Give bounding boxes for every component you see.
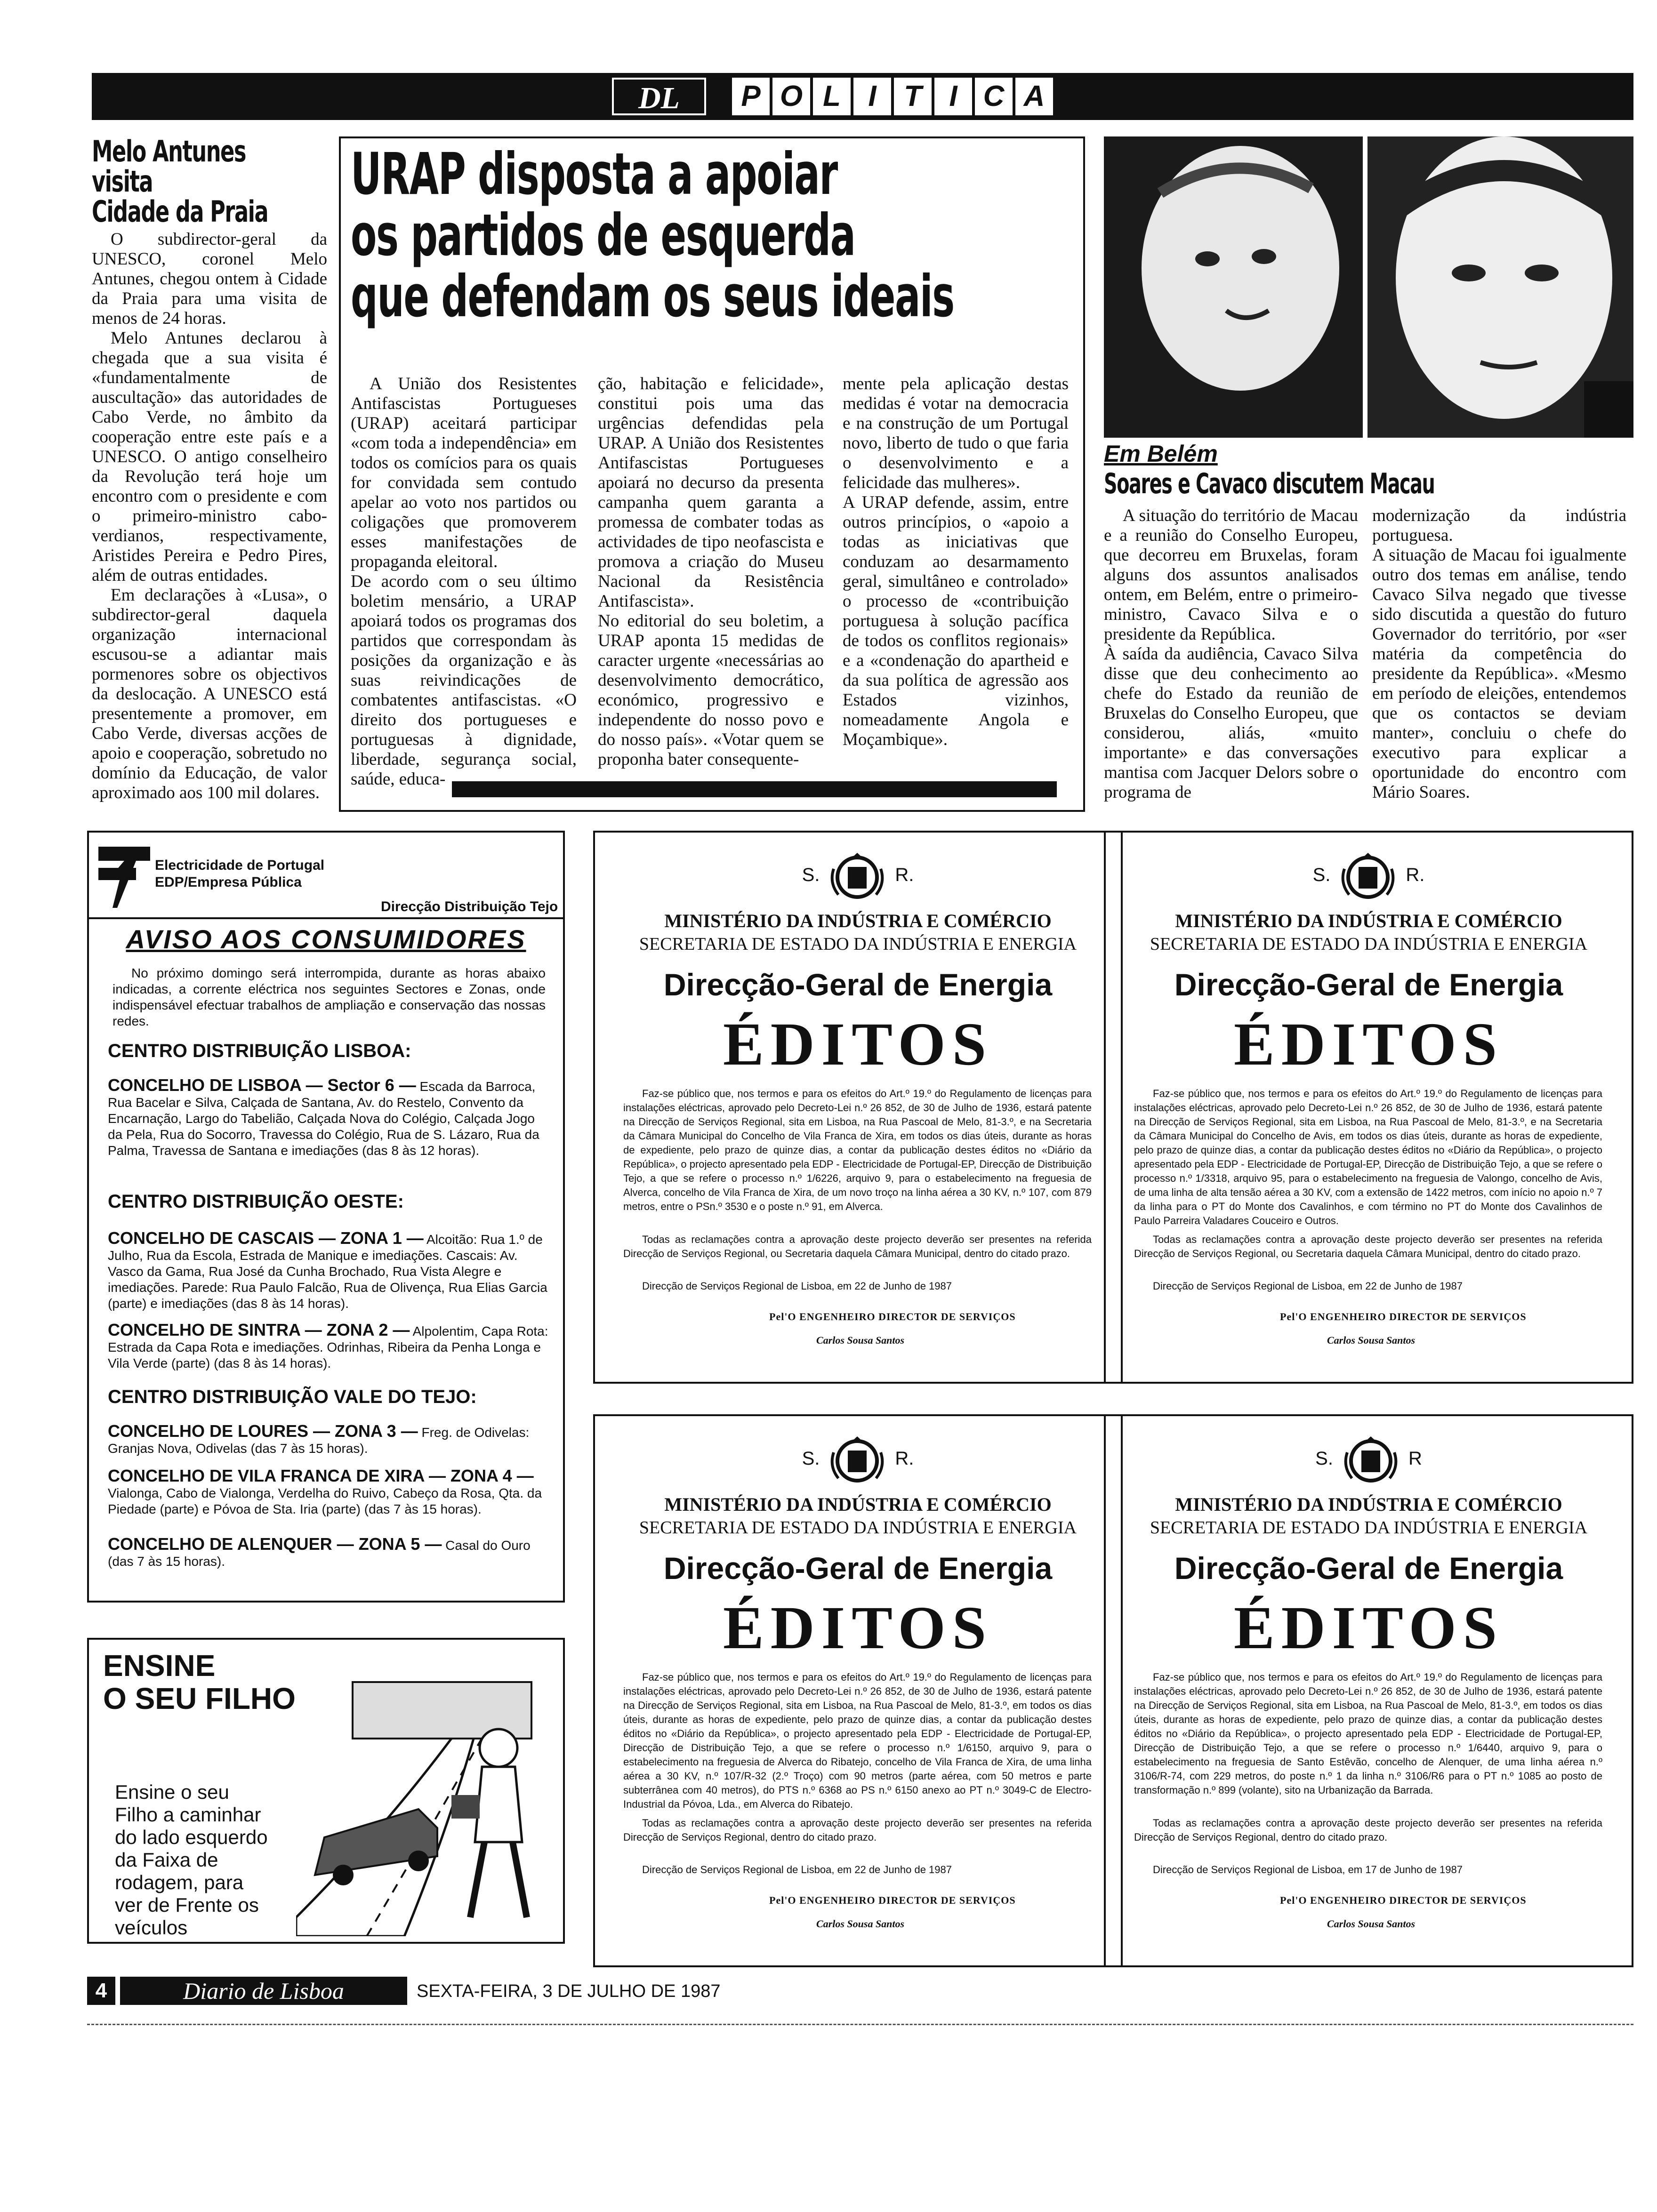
urap-column-1: A União dos Resistentes Antifascistas Portugueses (URAP) aceitará participar «com toda a independência» em todos os comícios para os quais for convidada sem contudo apelar ao voto nos partidos ou coligações que promoverem esses manifestações de propaganda eleitoral. De acordo com o seu último boletim mensário, a URAP apoiará todos os programas dos partidos que correspondam às posições da organização e às suas reivindicações de combatentes antifascistas. «O direito dos portugueses e portuguesas à dignidade, liberdade, segurança social, saúde, educa-: [351, 374, 577, 789]
editos-date: Direcção de Serviços Regional de Lisboa, em 22 de Junho de 1987: [1153, 1280, 1463, 1292]
directorate-name: Direcção-Geral de Energia: [1174, 967, 1563, 1002]
editos-date: Direcção de Serviços Regional de Lisboa, em 22 de Junho de 1987: [642, 1280, 952, 1292]
section-letter: P: [732, 78, 770, 115]
divider: [89, 917, 563, 919]
edp-item: [108, 1423, 550, 1457]
editos-claims: Todas as reclamações contra a aprovação deste projecto deverão ser presentes na referida Direcção de Serviços Regional, dentro do citado prazo.: [1134, 1817, 1602, 1843]
edp-item-text: Alcoitão: Rua 1.º de Julho, Rua da Escola, Estrada de Manique e imediações. Cascais: Av. Vasco da Gama, Rua José da Cunha Brochado, Rua Vista Alegre e imediações. Parede: Rua Paulo Falcão, Rua de Olivença, Rua Elias Garcia (parte) e imediações (das 8 às 14 horas).: [108, 1232, 547, 1311]
editos-signature-name: Carlos Sousa Santos: [816, 1918, 905, 1930]
edp-item-text: Vialonga, Cabo de Vialonga, Verdelha do Ruivo, Cabeço da Rosa, Qta. da Piedade (parte) e Póvoa de Sta. Iria (parte) (das 7 às 15 horas).: [108, 1486, 542, 1516]
sr-right: R.: [895, 1448, 914, 1469]
belem-kicker: Em Belém: [1104, 441, 1218, 467]
editos-claims: Todas as reclamações contra a aprovação deste projecto deverão ser presentes na referida Direcção de Serviços Regional, ou Secretaria daquela Câmara Municipal, dentro do citado prazo.: [1134, 1234, 1602, 1259]
secretaria-name: SECRETARIA DE ESTADO DA INDÚSTRIA E ENERGIA: [1150, 1518, 1588, 1538]
safety-ad-title: O SEU FILHO: [103, 1682, 296, 1715]
editos-date: Direcção de Serviços Regional de Lisboa, em 22 de Junho de 1987: [642, 1864, 952, 1875]
sr-header: [595, 1433, 1121, 1485]
article-paragraph: O subdirector-geral da UNESCO, coronel Melo Antunes, chegou ontem à Cidade da Praia para uma visita de menos de 24 horas.: [92, 230, 327, 328]
editos-notice: [593, 1414, 1123, 1967]
child-walking-illustration: [296, 1654, 560, 1936]
editos-notice: [1104, 831, 1633, 1384]
ministry-name: MINISTÉRIO DA INDÚSTRIA E COMÉRCIO: [1175, 1494, 1562, 1515]
secretaria-name: SECRETARIA DE ESTADO DA INDÚSTRIA E ENERGIA: [639, 1518, 1077, 1538]
section-letter: C: [975, 78, 1013, 115]
sr-header: [595, 849, 1121, 902]
edp-item: [108, 1468, 550, 1517]
edp-item-label: CONCELHO DE LISBOA — Sector 6 —: [108, 1075, 416, 1095]
edp-item-label: CONCELHO DE CASCAIS — ZONA 1 —: [108, 1228, 424, 1248]
article-title-line: Melo Antunes: [92, 134, 246, 168]
sr-right: R.: [1406, 865, 1425, 885]
editos-title: ÉDITOS: [1234, 1010, 1504, 1078]
edp-company-type: EDP/Empresa Pública: [155, 874, 302, 890]
editos-signature-title: Pel'O ENGENHEIRO DIRECTOR DE SERVIÇOS: [769, 1894, 1016, 1906]
urap-headline-line: URAP disposta a apoiar: [351, 141, 837, 208]
edp-item-text: Alpolentim, Capa Rota: Estrada da Capa Rota e imediações. Odrinhas, Ribeira da Penha Longa e Vila Verde (parte) (das 8 às 14 horas).: [108, 1324, 548, 1370]
safety-ad-title: ENSINE: [103, 1649, 216, 1683]
section-title: [732, 78, 1053, 115]
section-letter: L: [813, 78, 851, 115]
secretaria-name: SECRETARIA DE ESTADO DA INDÚSTRIA E ENERGIA: [1150, 934, 1588, 954]
editos-signature-title: Pel'O ENGENHEIRO DIRECTOR DE SERVIÇOS: [1280, 1894, 1527, 1906]
coat-of-arms-icon: [1340, 850, 1396, 902]
safety-ad-body: Ensine o seu Filho a caminhar do lado esquerdo da Faixa de rodagem, para ver de Frente os veículos: [115, 1781, 268, 1939]
editos-body: Faz-se público que, nos termos e para os efeitos do Art.º 19.º do Regulamento de licenças para instalações eléctricas, aprovado pelo Decreto-Lei n.º 26 852, de 30 de Julho de 1936, estará patente na Direcção de Serviços Regional, sita em Lisboa, na Rua Pascoal de Melo, 81-3.º, em todos os dias úteis, durante as horas de expediente, pelo prazo de quinze dias, a contar da publicação destes éditos no «Diário da República», o projecto apresentado pela EDP - Electricidade de Portugal-EP, Direcção de Distribuição Tejo, a que se refere o processo n.º 1/6440, arquivo 9, para o estabelecimento na freguesia de Santo Estêvão, concelho de Alenquer, de uma linha aérea n.º 3106/R-74, com 229 metros, do poste n.º 1 da linha n.º 3106/R6 para o PT n.º 1085 ao posto de transformação n.º 899 (volante), sito na Urbanização da Barrada.: [1134, 1671, 1602, 1796]
ministry-name: MINISTÉRIO DA INDÚSTRIA E COMÉRCIO: [1175, 910, 1562, 931]
urap-headline-line: que defendam os seus ideais: [351, 263, 954, 330]
edp-notice-title: AVISO AOS CONSUMIDORES: [126, 924, 526, 954]
paper-name: Diario de Lisboa: [120, 1977, 407, 2005]
article-paragraph: Em declarações à «Lusa», o subdirector-geral daquela organização internacional escusou-se a adiantar mais pormenores sobre os objectivos da deslocação. A UNESCO está presentemente a promover, em Cabo Verde, diversas acções de apoio e cooperação, sobretudo no domínio da Educação, de valor aproximado aos 100 mil dolares.: [92, 585, 327, 802]
edp-notice: [87, 831, 565, 1603]
editos-date: Direcção de Serviços Regional de Lisboa, em 17 de Junho de 1987: [1153, 1864, 1463, 1875]
edp-section-heading: CENTRO DISTRIBUIÇÃO VALE DO TEJO:: [108, 1387, 477, 1407]
edp-section-heading: CENTRO DISTRIBUIÇÃO LISBOA:: [108, 1041, 411, 1061]
edp-item-text: Casal do Ouro (das 7 às 15 horas).: [108, 1538, 531, 1569]
belem-article: [1104, 440, 1633, 500]
edp-item-label: CONCELHO DE ALENQUER — ZONA 5 —: [108, 1534, 442, 1554]
section-letter: O: [772, 78, 810, 115]
left-article: [92, 136, 327, 803]
sr-header: [1106, 1433, 1632, 1485]
article-title-line: Cidade da Praia: [92, 194, 268, 229]
editos-body: Faz-se público que, nos termos e para os efeitos do Art.º 19.º do Regulamento de licenças para instalações eléctricas, aprovado pelo Decreto-Lei n.º 26 852, de 30 de Julho de 1936, estará patente na Direcção de Serviços Regional, sita em Lisboa, na Rua Pascoal de Melo, 81-3.º, e na Secretaria da Câmara Municipal do Concelho de Vila Franca de Xira, em todos os dias úteis, durante as horas de expediente, pelo prazo de quinze dias, a contar da publicação destes éditos no «Diário da República», o projecto apresentado pela EDP - Electricidade de Portugal-EP, Direcção de Distribuição Tejo, a que se refere o processo n.º 1/6226, arquivo 9, para o estabelecimento na freguesia de Alverca, concelho de Vila Franca de Xira, de um novo troço na linha aérea a 30 KV, n.º 107, com 879 metros, entre o PSn.º 3530 e o poste n.º 91, em Alverca.: [623, 1088, 1092, 1212]
sr-left: S.: [802, 865, 820, 885]
belem-column-1: A situação do território de Macau e a reunião do Conselho Europeu, que decorreu em Bruxelas, foram alguns dos assuntos analisados ontem, em Belém, entre o primeiro-ministro, Cavaco Silva e o presidente da República. À saída da audiência, Cavaco Silva disse que deu conhecimento ao chefe do Estado da reunião de Bruxelas do Conselho Europeu, que considerou, aliás, «muito importante» e das conversações mantisa com Jacquer Delors sobre o programa de: [1104, 506, 1358, 802]
sr-header: [1106, 849, 1632, 902]
editos-claims: Todas as reclamações contra a aprovação deste projecto deverão ser presentes na referida Direcção de Serviços Regional, ou Secretaria daquela Câmara Municipal, dentro do citado prazo.: [623, 1234, 1092, 1259]
section-letter: T: [894, 78, 932, 115]
edp-item: [108, 1077, 550, 1159]
article-title-line: visita: [92, 164, 153, 199]
section-letter: A: [1015, 78, 1053, 115]
editos-signature-title: Pel'O ENGENHEIRO DIRECTOR DE SERVIÇOS: [769, 1311, 1016, 1322]
publication-date: SEXTA-FEIRA, 3 DE JULHO DE 1987: [417, 1981, 721, 2001]
directorate-name: Direcção-Geral de Energia: [663, 1551, 1053, 1586]
coat-of-arms-icon: [1343, 1434, 1399, 1485]
newspaper-logo: DL: [612, 78, 706, 115]
sr-left: S.: [802, 1448, 820, 1469]
edp-company-name: Electricidade de Portugal: [155, 858, 325, 873]
section-letter: I: [934, 78, 972, 115]
edp-item-label: CONCELHO DE LOURES — ZONA 3 —: [108, 1421, 418, 1441]
urap-column-3: mente pela aplicação destas medidas é votar na democracia e na construção de um Portugal novo, liberto de tudo o que faria o desenvolvimento e a felicidade das mulheres». A URAP defende, assim, entre outros princípios, o «apoio a todas as iniciativas que conduzam ao desarmamento geral, simultâneo e controlado» o processo de «contribuição portuguesa à solução pacífica de todos os conflitos regionais» e a «condenação do apartheid e da sua política de agressão aos Estados vizinhos, nomeadamente Angola e Moçambique».: [843, 374, 1069, 749]
editos-body: Faz-se público que, nos termos e para os efeitos do Art.º 19.º do Regulamento de licenças para instalações eléctricas, aprovado pelo Decreto-Lei n.º 26 852, de 30 de Julho de 1936, estará patente na Direcção de Serviços Regional, sita em Lisboa, na Rua Pascoal de Melo, 81-3.º, e na Secretaria da Câmara Municipal do Concelho de Avis, em todos os dias úteis, durante as horas de expediente, pelo prazo de quinze dias, a contar da publicação destes éditos no «Diário da República», o projecto apresentado pela EDP - Electricidade de Portugal-EP, Direcção de Distribuição Tejo, a que se refere o processo n.º 1/3318, arquivo 95, para o estabelecimento na freguesia de Valongo, concelho de Avis, de uma linha de alta tensão aérea a 30 KV, com a extensão de 1422 metros, com início no apoio n.º 7 da linha para o PT do Monte dos Cavalinhos, e com término no PT do Monte dos Cavalinhos de Paulo Parreira Valadares Couceiro e Outros.: [1134, 1088, 1602, 1226]
editos-signature-name: Carlos Sousa Santos: [816, 1334, 905, 1346]
edp-section-heading: CENTRO DISTRIBUIÇÃO OESTE:: [108, 1191, 404, 1212]
section-letter: I: [853, 78, 891, 115]
editos-signature-name: Carlos Sousa Santos: [1327, 1918, 1416, 1930]
page-number: 4: [87, 1977, 115, 2005]
sr-left: S.: [1312, 865, 1331, 885]
sr-right: R: [1408, 1448, 1422, 1469]
urap-headline: [351, 141, 1076, 330]
sr-right: R.: [895, 865, 914, 885]
editos-signature-name: Carlos Sousa Santos: [1327, 1334, 1416, 1346]
editos-signature-title: Pel'O ENGENHEIRO DIRECTOR DE SERVIÇOS: [1280, 1311, 1527, 1322]
edp-item-text: Freg. de Odivelas: Granjas Nova, Odivelas (das 7 às 15 horas).: [108, 1425, 530, 1456]
directorate-name: Direcção-Geral de Energia: [663, 967, 1053, 1002]
urap-headline-line: os partidos de esquerda: [351, 202, 855, 269]
editos-title: ÉDITOS: [1234, 1594, 1504, 1662]
portrait-photos: [1104, 136, 1633, 438]
edp-division: Direcção Distribuição Tejo: [381, 899, 558, 914]
belem-headline: Soares e Cavaco discutem Macau: [1104, 467, 1435, 500]
secretaria-name: SECRETARIA DE ESTADO DA INDÚSTRIA E ENERGIA: [639, 934, 1077, 954]
edp-intro: No próximo domingo será interrompida, durante as horas abaixo indicadas, a corrente eléctrica nos seguintes Sectores e Zonas, onde indispensável efectuar trabalhos de ampliação e conservação das nossas redes.: [113, 966, 546, 1028]
edp-item: [108, 1322, 550, 1371]
article-bottom-rule: [452, 781, 1057, 797]
edp-item: [108, 1230, 550, 1312]
editos-title: ÉDITOS: [723, 1594, 993, 1662]
article-paragraph: Melo Antunes declarou à chegada que a sua visita é «fundamentalmente de auscultação» das autoridades de Cabo Verde, no âmbito da cooperação entre este país e a UNESCO. O antigo conselheiro da Revolução terá hoje um encontro com o presidente e com o primeiro-ministro cabo-verdianos, respectivamente, Aristides Pereira e Pedro Pires, além de outras entidades.: [92, 329, 327, 585]
urap-column-2: ção, habitação e felicidade», constitui pois uma das urgências defendidas pela URAP. A União dos Resistentes Antifascistas Portugueses apoiará no decurso da presenta campanha quem garanta a promessa de combater todas as actividades de tipo neofascista e promova a criação do Museu Nacional da Resistência Antifascista». No editorial do seu boletim, a URAP aponta 15 medidas de caracter urgente «necessárias ao desenvolvimento democrático, económico, progressivo e independente do nosso povo e do nosso país». «Votar quem se proponha bater consequente-: [598, 374, 824, 769]
editos-claims: Todas as reclamações contra a aprovação deste projecto deverão ser presentes na referida Direcção de Serviços Regional, dentro do citado prazo.: [623, 1817, 1092, 1843]
edp-item-text: Escada da Barroca, Rua Bacelar e Silva, Calçada de Santana, Av. do Restelo, Convento da Encarnação, Largo do Tabelião, Calçada Nova do Colégio, Calçada Jogo da Pela, Rua do Socorro, Travessa do Colégio, Rua de S. Lázaro, Rua da Palma, Travessa de Santana e imediações (das 8 às 12 horas).: [108, 1079, 539, 1158]
directorate-name: Direcção-Geral de Energia: [1174, 1551, 1563, 1586]
editos-notice: [1104, 1414, 1633, 1967]
editos-notice: [593, 831, 1123, 1384]
edp-logo-icon: [98, 847, 150, 908]
edp-item-label: CONCELHO DE VILA FRANCA DE XIRA — ZONA 4 —: [108, 1466, 534, 1485]
edp-item: [108, 1536, 550, 1570]
ministry-name: MINISTÉRIO DA INDÚSTRIA E COMÉRCIO: [664, 1494, 1052, 1515]
safety-ad: [87, 1638, 565, 1944]
belem-column-2: modernização da indústria portuguesa. A situação de Macau foi igualmente outro dos temas em análise, tendo Cavaco Silva negado que tivesse sido discutida a questão do futuro Governador do território, por «ser matéria da competência do presidente da República». «Mesmo em período de eleições, entendemos que os contactos se deviam manter», concluiu o chefe do executivo para explicar a oportunidade do encontro com Mário Soares.: [1372, 506, 1626, 802]
sr-left: S.: [1315, 1448, 1333, 1469]
edp-item-label: CONCELHO DE SINTRA — ZONA 2 —: [108, 1320, 410, 1339]
page-edge-rule: [87, 2024, 1633, 2025]
coat-of-arms-icon: [829, 850, 885, 902]
coat-of-arms-icon: [829, 1434, 885, 1485]
editos-body: Faz-se público que, nos termos e para os efeitos do Art.º 19.º do Regulamento de licenças para instalações eléctricas, aprovado pelo Decreto-Lei n.º 26 852, de 30 de Julho de 1936, estará patente na Direcção de Serviços Regional, sita em Lisboa, na Rua Pascoal de Melo, 81-3.º, em todos os dias úteis, durante as horas de expediente, pelo prazo de quinze dias, a contar da publicação destes éditos no «Diário da República», o projecto apresentado pela EDP - Electricidade de Portugal-EP, Direcção de Distribuição Tejo, a que se refere o processo n.º 1/6150, arquivo 9, para o estabelecimento na freguesia de Alverca do Ribatejo, concelho de Vila Franca de Xira, de uma linha aérea a 30 KV, n.º 107/R-32 (2.º Troço) com 90 metros (parte aérea, com 50 metros e parte subterrânea com 40 metros), do PTS n.º 6368 ao PS n.º 6150 anexo ao PT n.º 3049-C de Electro-Industrial da Póvoa, Lda., em Alverca do Ribatejo.: [623, 1671, 1092, 1810]
editos-title: ÉDITOS: [723, 1010, 993, 1078]
ministry-name: MINISTÉRIO DA INDÚSTRIA E COMÉRCIO: [664, 910, 1052, 931]
photo-frame: [1104, 136, 1633, 438]
